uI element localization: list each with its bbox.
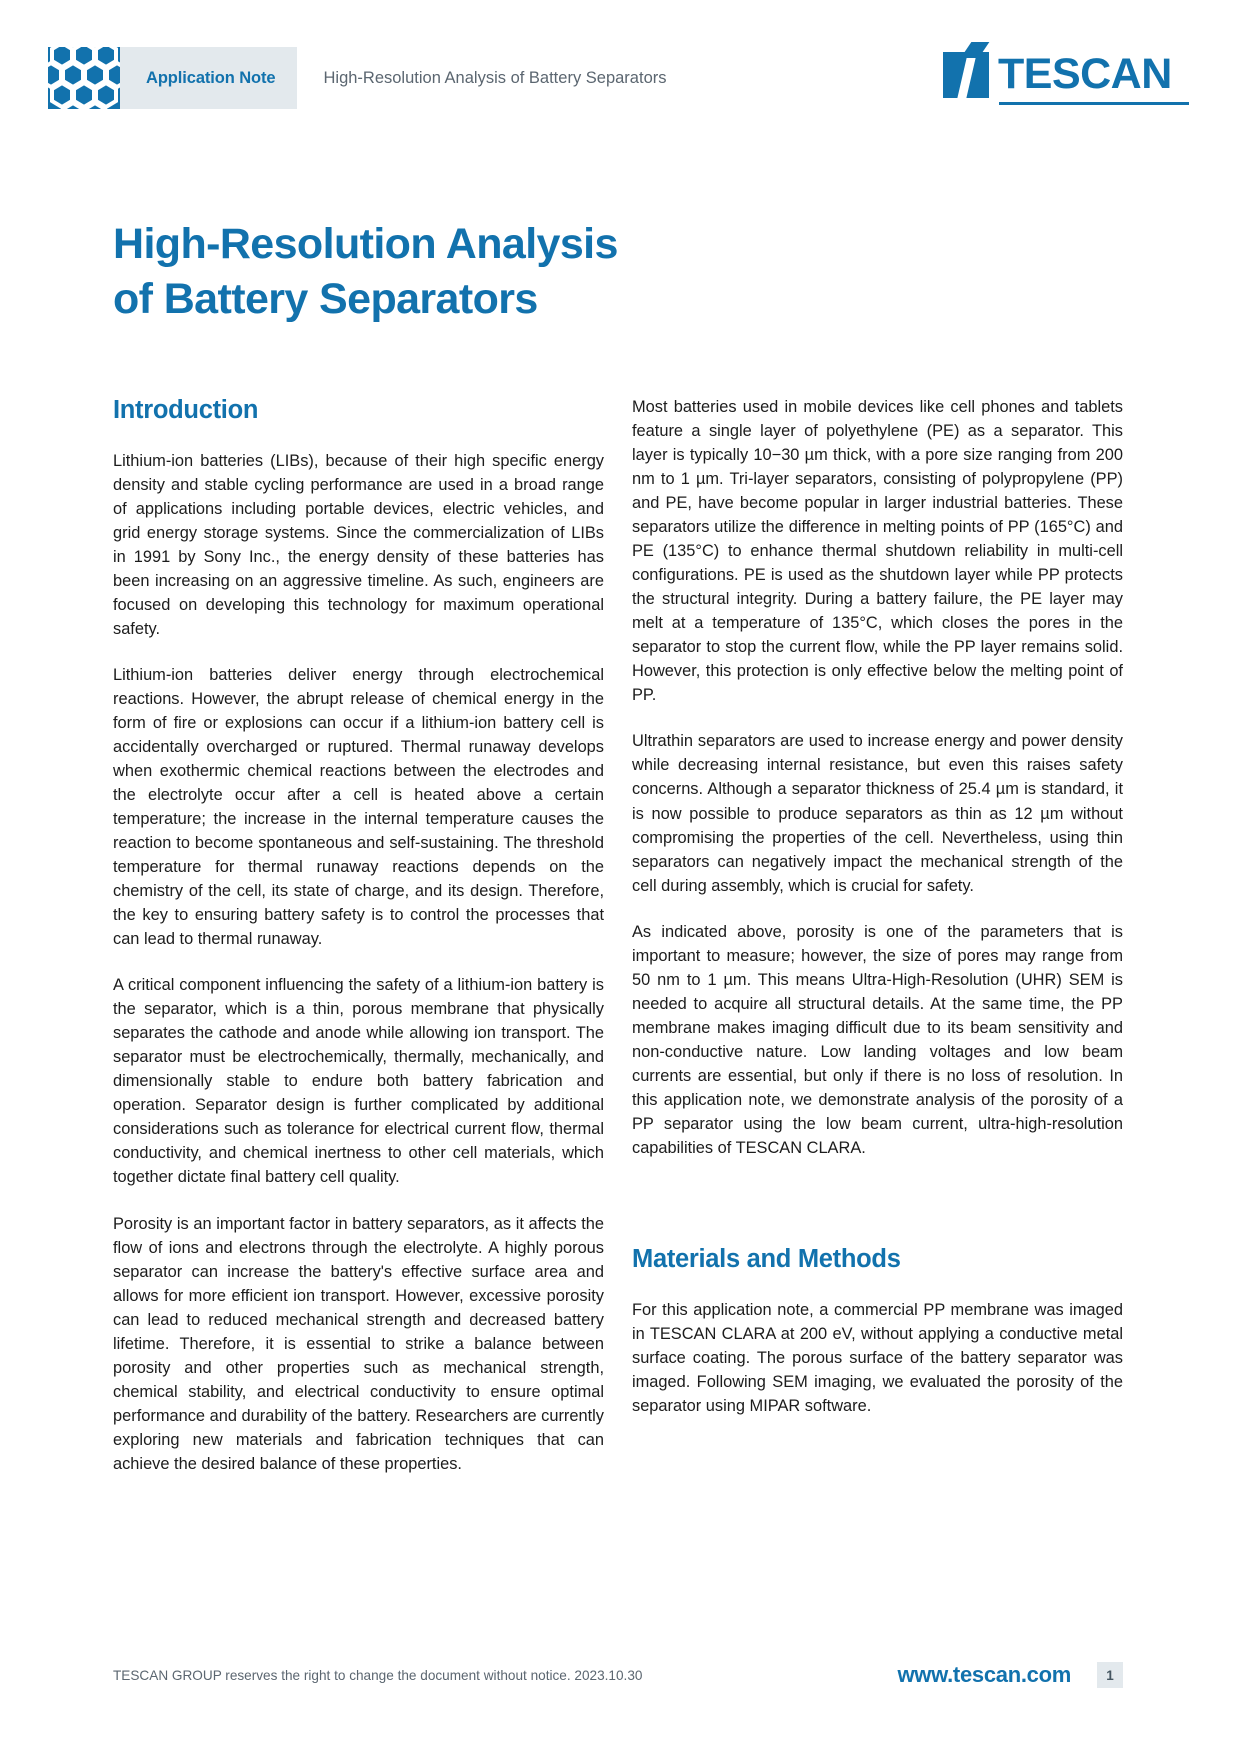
honeycomb-icon bbox=[48, 47, 120, 109]
badge-strip bbox=[120, 47, 297, 109]
tescan-logo-underline bbox=[999, 102, 1189, 105]
website-link[interactable]: www.tescan.com bbox=[897, 1662, 1071, 1687]
paragraph: Most batteries used in mobile devices like cell phones and tablets feature a single layer of polyethylene (PE) as a separator. This layer is typically 10−30 µm thick, with a pore size ranging from 200 nm to 1 µm. Tri-layer separators, consisting of polypropylene (PP) and PE, have become popular in larger industrial batteries. These separators utilize the difference in melting points of PP (165°C) and PE (135°C) to enhance thermal shutdown reliability in multi-cell configurations. PE is used as the shutdown layer while PP protects the structural integrity. During a battery failure, the PE layer may melt at a temperature of 135°C, which closes the pores in the separator to stop the current flow, while the PP layer remains solid. However, this protection is only effective below the melting point of PP. bbox=[632, 398, 1123, 705]
tescan-logo-row bbox=[943, 52, 1172, 98]
footer-disclaimer: TESCAN GROUP reserves the right to change the document without notice. 2023.10.30 bbox=[113, 1667, 643, 1683]
page-header bbox=[48, 46, 1193, 110]
page-footer bbox=[113, 1662, 1123, 1688]
page-number: 1 bbox=[1097, 1662, 1123, 1688]
tescan-logo bbox=[943, 52, 1193, 105]
paragraph: A critical component influencing the safety of a lithium-ion battery is the separator, which is a thin, porous membrane that physically separates the cathode and anode while allowing ion transport. The separator must be electrochemically, thermally, mechanically, and dimensionally stable to endure both battery fabrication and operation. Separator design is further complicated by additional considerations such as tolerance for electrical current flow, thermal conductivity, and chemical inertness to other cell materials, which together dictate final battery cell quality. bbox=[113, 976, 604, 1187]
page-title-line-2: of Battery Separators bbox=[113, 274, 538, 323]
left-column bbox=[113, 395, 604, 1476]
section-spacer bbox=[632, 1182, 1123, 1244]
paragraph: Lithium-ion batteries (LIBs), because of their high specific energy density and stable cycling performance are used in a broad range of applications including portable devices, electric vehicles, and grid energy storage systems. Since the commercialization of LIBs in 1991 by Sony Inc., the energy density of these batteries has been increasing on an aggressive timeline. As such, engineers are focused on developing this technology for maximum operational safety. bbox=[113, 451, 604, 638]
paragraph: Lithium-ion batteries deliver energy through electrochemical reactions. However, the abrupt release of chemical energy in the form of fire or explosions can occur if a lithium-ion battery cell is accidentally overcharged or ruptured. Thermal runaway develops when exothermic chemical reactions between the electrodes and the electrolyte occur after a cell is heated above a certain temperature; the increase in the internal temperature causes the reaction to become spontaneous and self-sustaining. The threshold temperature for thermal runaway reactions depends on the chemistry of the cell, its state of charge, and its design. Therefore, the key to ensuring battery safety is to control the processes that can lead to thermal runaway. bbox=[113, 665, 604, 949]
page-title-line-1: High-Resolution Analysis bbox=[113, 219, 618, 268]
page-title bbox=[113, 217, 913, 327]
paragraph: Porosity is an important factor in battery separators, as it affects the flow of ions and electrons through the electrolyte. A highly porous separator can increase the battery's effective surface area and allows for more efficient ion transport. However, excessive porosity can lead to reduced mechanical strength and decreased battery lifetime. Therefore, it is essential to strike a balance between porosity and other properties such as mechanical strength, chemical stability, and electrical conductivity to ensure optimal performance and durability of the battery. Researchers are currently exploring new materials and fabrication techniques that can achieve the desired balance of these properties. bbox=[113, 1214, 604, 1473]
header-subject: High-Resolution Analysis of Battery Separators bbox=[323, 68, 667, 87]
application-note-label: Application Note bbox=[146, 68, 276, 87]
tescan-wordmark: TESCAN bbox=[998, 50, 1172, 99]
paragraph: As indicated above, porosity is one of the parameters that is important to measure; however, the size of pores may range from 50 nm to 1 µm. This means Ultra-High-Resolution (UHR) SEM is needed to acquire all structural details. At the same time, the PP membrane makes imaging difficult due to its beam sensitivity and non-conductive nature. Low landing voltages and low beam currents are essential, but only if there is no loss of resolution. In this application note, we demonstrate analysis of the porosity of a PP separator using the low beam current, ultra-high-resolution capabilities of TESCAN CLARA. bbox=[632, 922, 1123, 1157]
article-body bbox=[113, 395, 1123, 1476]
paragraph: Ultrathin separators are used to increase energy and power density while decreasing internal resistance, but even this raises safety concerns. Although a separator thickness of 25.4 µm is standard, it is now possible to produce separators as thin as 12 µm without compromising the properties of the cell. Nevertheless, using thin separators can negatively impact the mechanical strength of the cell during assembly, which is crucial for safety. bbox=[632, 732, 1123, 895]
footer-right-group bbox=[898, 1662, 1124, 1688]
section-heading-materials-and-methods: Materials and Methods bbox=[632, 1244, 901, 1273]
paragraph: For this application note, a commercial PP membrane was imaged in TESCAN CLARA at 200 eV, without applying a conductive metal surface coating. The porous surface of the battery separator was imaged. Following SEM imaging, we evaluated the porosity of the separator using MIPAR software. bbox=[632, 1300, 1123, 1415]
section-heading-introduction: Introduction bbox=[113, 396, 259, 424]
tescan-mark-icon bbox=[943, 52, 989, 98]
right-column bbox=[632, 395, 1123, 1476]
application-note-badge bbox=[48, 47, 297, 109]
